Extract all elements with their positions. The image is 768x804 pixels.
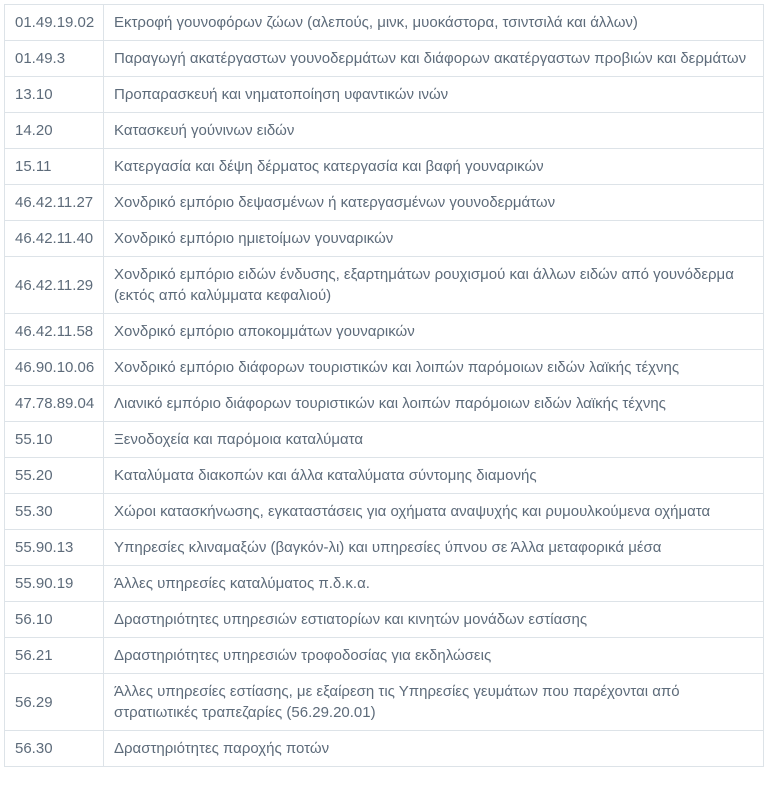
activity-description-cell: Παραγωγή ακατέργαστων γουνοδερμάτων και διάφορων ακατέργαστων προβιών και δερμάτων — [104, 41, 764, 77]
activity-description-cell: Κατεργασία και δέψη δέρματος κατεργασία και βαφή γουναρικών — [104, 149, 764, 185]
activity-code-cell: 13.10 — [5, 77, 104, 113]
activity-code-cell: 14.20 — [5, 113, 104, 149]
activity-description-cell: Χονδρικό εμπόριο ημιετοίμων γουναρικών — [104, 221, 764, 257]
activity-code-cell: 15.11 — [5, 149, 104, 185]
table-row — [5, 731, 764, 767]
table-row — [5, 386, 764, 422]
table-row — [5, 257, 764, 314]
activity-description-cell: Χονδρικό εμπόριο διάφορων τουριστικών και λοιπών παρόμοιων ειδών λαϊκής τέχνης — [104, 350, 764, 386]
table-row — [5, 530, 764, 566]
activity-code-cell: 56.21 — [5, 638, 104, 674]
activity-code-cell: 46.42.11.29 — [5, 257, 104, 314]
table-row — [5, 77, 764, 113]
activity-code-cell: 55.90.13 — [5, 530, 104, 566]
activity-description-cell: Χώροι κατασκήνωσης, εγκαταστάσεις για οχήματα αναψυχής και ρυμουλκούμενα οχήματα — [104, 494, 764, 530]
table-row — [5, 674, 764, 731]
activity-code-cell: 55.30 — [5, 494, 104, 530]
table-row — [5, 185, 764, 221]
activity-code-cell: 56.10 — [5, 602, 104, 638]
activity-code-cell: 55.20 — [5, 458, 104, 494]
table-row — [5, 422, 764, 458]
activity-code-cell: 55.90.19 — [5, 566, 104, 602]
activity-code-cell: 56.30 — [5, 731, 104, 767]
table-row — [5, 149, 764, 185]
activity-description-cell: Προπαρασκευή και νηματοποίηση υφαντικών ινών — [104, 77, 764, 113]
activity-codes-table — [4, 4, 764, 767]
activity-description-cell: Δραστηριότητες υπηρεσιών τροφοδοσίας για εκδηλώσεις — [104, 638, 764, 674]
activity-code-cell: 55.10 — [5, 422, 104, 458]
activity-code-cell: 01.49.19.02 — [5, 5, 104, 41]
activity-description-cell: Υπηρεσίες κλιναμαξών (βαγκόν-λι) και υπηρεσίες ύπνου σε Άλλα μεταφορικά μέσα — [104, 530, 764, 566]
activity-code-cell: 46.42.11.40 — [5, 221, 104, 257]
table-row — [5, 5, 764, 41]
activity-description-cell: Κατασκευή γούνινων ειδών — [104, 113, 764, 149]
activity-code-cell: 01.49.3 — [5, 41, 104, 77]
activity-description-cell: Χονδρικό εμπόριο δεψασμένων ή κατεργασμένων γουνοδερμάτων — [104, 185, 764, 221]
activity-code-cell: 46.42.11.27 — [5, 185, 104, 221]
activity-description-cell: Εκτροφή γουνοφόρων ζώων (αλεπούς, μινκ, μυοκάστορα, τσιντσιλά και άλλων) — [104, 5, 764, 41]
activity-code-cell: 47.78.89.04 — [5, 386, 104, 422]
table-row — [5, 314, 764, 350]
activity-code-cell: 46.90.10.06 — [5, 350, 104, 386]
activity-description-cell: Δραστηριότητες υπηρεσιών εστιατορίων και κινητών μονάδων εστίασης — [104, 602, 764, 638]
table-row — [5, 494, 764, 530]
activity-description-cell: Χονδρικό εμπόριο ειδών ένδυσης, εξαρτημάτων ρουχισμού και άλλων ειδών από γουνόδερμα (εκτός από καλύμματα κεφαλιού) — [104, 257, 764, 314]
activity-description-cell: Χονδρικό εμπόριο αποκομμάτων γουναρικών — [104, 314, 764, 350]
table-row — [5, 350, 764, 386]
activity-description-cell: Ξενοδοχεία και παρόμοια καταλύματα — [104, 422, 764, 458]
activity-description-cell: Δραστηριότητες παροχής ποτών — [104, 731, 764, 767]
table-row — [5, 602, 764, 638]
activity-description-cell: Άλλες υπηρεσίες καταλύματος π.δ.κ.α. — [104, 566, 764, 602]
table-row — [5, 566, 764, 602]
activity-description-cell: Άλλες υπηρεσίες εστίασης, με εξαίρεση τις Υπηρεσίες γευμάτων που παρέχονται από στρατιωτικές τραπεζαρίες (56.29.20.01) — [104, 674, 764, 731]
activity-codes-table-body — [5, 5, 764, 767]
activity-code-cell: 46.42.11.58 — [5, 314, 104, 350]
table-row — [5, 458, 764, 494]
activity-description-cell: Λιανικό εμπόριο διάφορων τουριστικών και λοιπών παρόμοιων ειδών λαϊκής τέχνης — [104, 386, 764, 422]
activity-description-cell: Καταλύματα διακοπών και άλλα καταλύματα σύντομης διαμονής — [104, 458, 764, 494]
activity-code-cell: 56.29 — [5, 674, 104, 731]
table-row — [5, 41, 764, 77]
table-row — [5, 113, 764, 149]
table-row — [5, 638, 764, 674]
table-row — [5, 221, 764, 257]
